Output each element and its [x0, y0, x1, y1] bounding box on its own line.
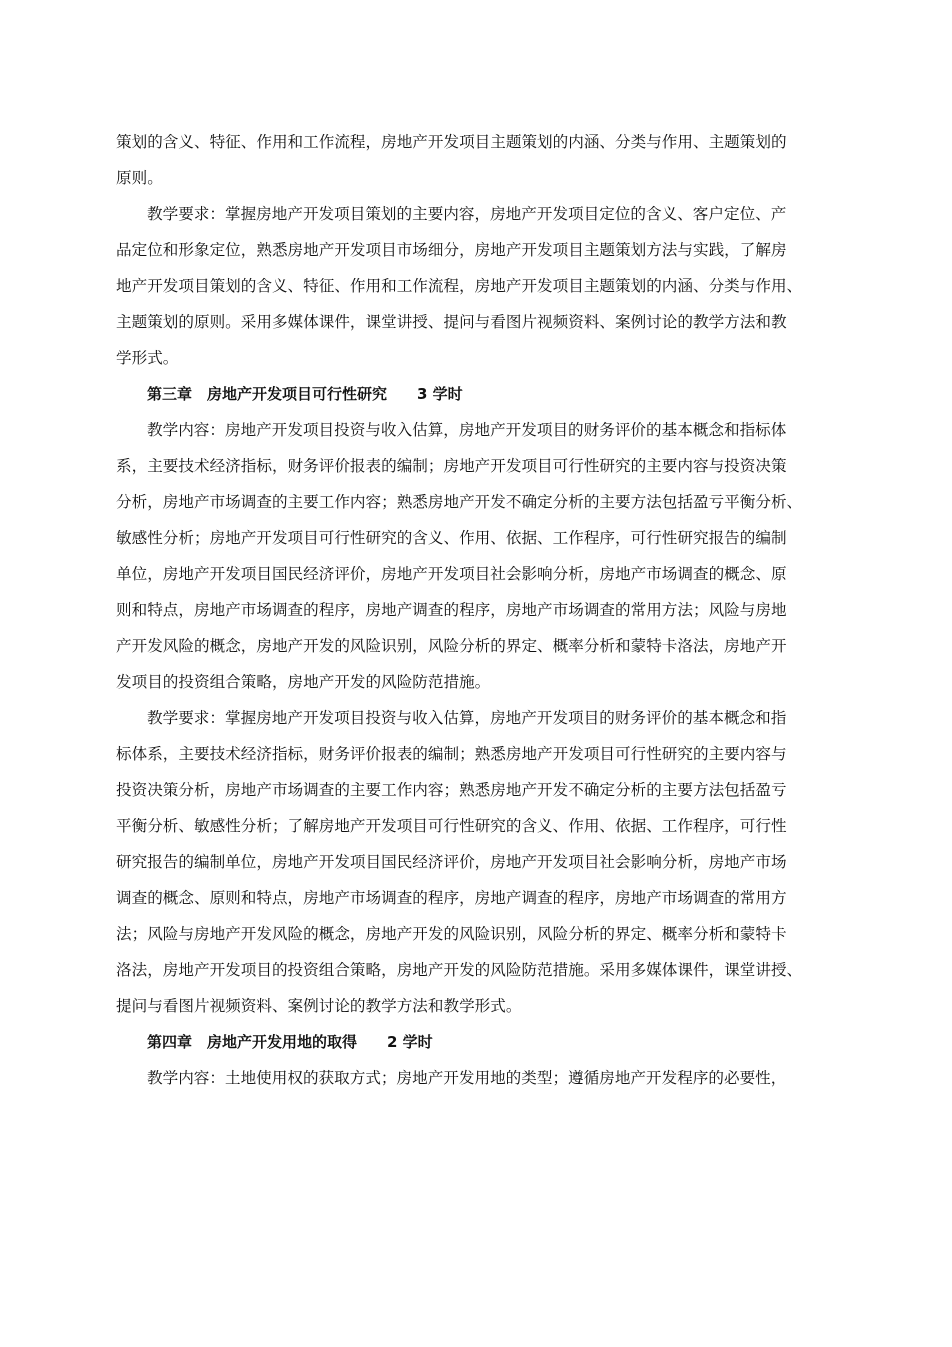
body-text-line: 地产开发项目策划的含义、特征、作用和工作流程，房地产开发项目主题策划的内涵、分类与作用、 — [116, 277, 803, 295]
chapter-hours: 2 学时 — [387, 1033, 433, 1051]
paragraph-start-line: 教学要求：掌握房地产开发项目投资与收入估算，房地产开发项目的财务评价的基本概念和指 — [147, 709, 787, 727]
body-text-line: 系，主要技术经济指标，财务评价报表的编制；房地产开发项目可行性研究的主要内容与投资决策 — [116, 457, 787, 475]
body-text-line: 则和特点，房地产市场调查的程序，房地产调查的程序，房地产市场调查的常用方法；风险与房地 — [116, 601, 787, 619]
body-text-line: 提问与看图片视频资料、案例讨论的教学方法和教学形式。 — [116, 997, 522, 1015]
body-text-line: 分析，房地产市场调查的主要工作内容；熟悉房地产开发不确定分析的主要方法包括盈亏平衡分析、 — [116, 493, 803, 511]
body-text-line: 投资决策分析，房地产市场调查的主要工作内容；熟悉房地产开发不确定分析的主要方法包括盈亏 — [116, 781, 787, 799]
body-text-line: 标体系，主要技术经济指标，财务评价报表的编制；熟悉房地产开发项目可行性研究的主要内容与 — [116, 745, 787, 763]
body-text-line: 原则。 — [116, 169, 163, 187]
body-text-line: 主题策划的原则。采用多媒体课件，课堂讲授、提问与看图片视频资料、案例讨论的教学方法和教 — [116, 313, 787, 331]
document-page — [116, 124, 840, 1096]
chapter-heading — [116, 1024, 840, 1060]
chapter-title: 第三章 房地产开发项目可行性研究 — [147, 385, 388, 403]
chapter-title: 第四章 房地产开发用地的取得 — [147, 1033, 358, 1051]
body-text-line: 单位，房地产开发项目国民经济评价，房地产开发项目社会影响分析，房地产市场调查的概念、原 — [116, 565, 787, 583]
paragraph-start-line: 教学要求：掌握房地产开发项目策划的主要内容，房地产开发项目定位的含义、客户定位、产 — [147, 205, 787, 223]
body-text-line: 调查的概念、原则和特点，房地产市场调查的程序，房地产调查的程序，房地产市场调查的常用方 — [116, 889, 787, 907]
body-text-line: 品定位和形象定位，熟悉房地产开发项目市场细分，房地产开发项目主题策划方法与实践，了解房 — [116, 241, 787, 259]
body-text-line: 平衡分析、敏感性分析；了解房地产开发项目可行性研究的含义、作用、依据、工作程序，可行性 — [116, 817, 787, 835]
paragraph-start-line: 教学内容：房地产开发项目投资与收入估算，房地产开发项目的财务评价的基本概念和指标体 — [147, 421, 787, 439]
body-text-line: 策划的含义、特征、作用和工作流程，房地产开发项目主题策划的内涵、分类与作用、主题策划的 — [116, 133, 787, 151]
body-text-line: 产开发风险的概念，房地产开发的风险识别，风险分析的界定、概率分析和蒙特卡洛法，房地产开 — [116, 637, 787, 655]
chapter-hours: 3 学时 — [417, 385, 463, 403]
body-text-line: 发项目的投资组合策略，房地产开发的风险防范措施。 — [116, 673, 491, 691]
body-text-line: 敏感性分析；房地产开发项目可行性研究的含义、作用、依据、工作程序，可行性研究报告的编制 — [116, 529, 787, 547]
body-text-line: 洛法，房地产开发项目的投资组合策略，房地产开发的风险防范措施。采用多媒体课件，课堂讲授、 — [116, 961, 803, 979]
body-text-line: 法；风险与房地产开发风险的概念，房地产开发的风险识别，风险分析的界定、概率分析和蒙特卡 — [116, 925, 787, 943]
body-text-line: 学形式。 — [116, 349, 179, 367]
body-text-line: 研究报告的编制单位，房地产开发项目国民经济评价，房地产开发项目社会影响分析，房地产市场 — [116, 853, 787, 871]
chapter-heading — [116, 376, 840, 412]
paragraph-start-line: 教学内容：土地使用权的获取方式；房地产开发用地的类型；遵循房地产开发程序的必要性， — [147, 1069, 787, 1087]
